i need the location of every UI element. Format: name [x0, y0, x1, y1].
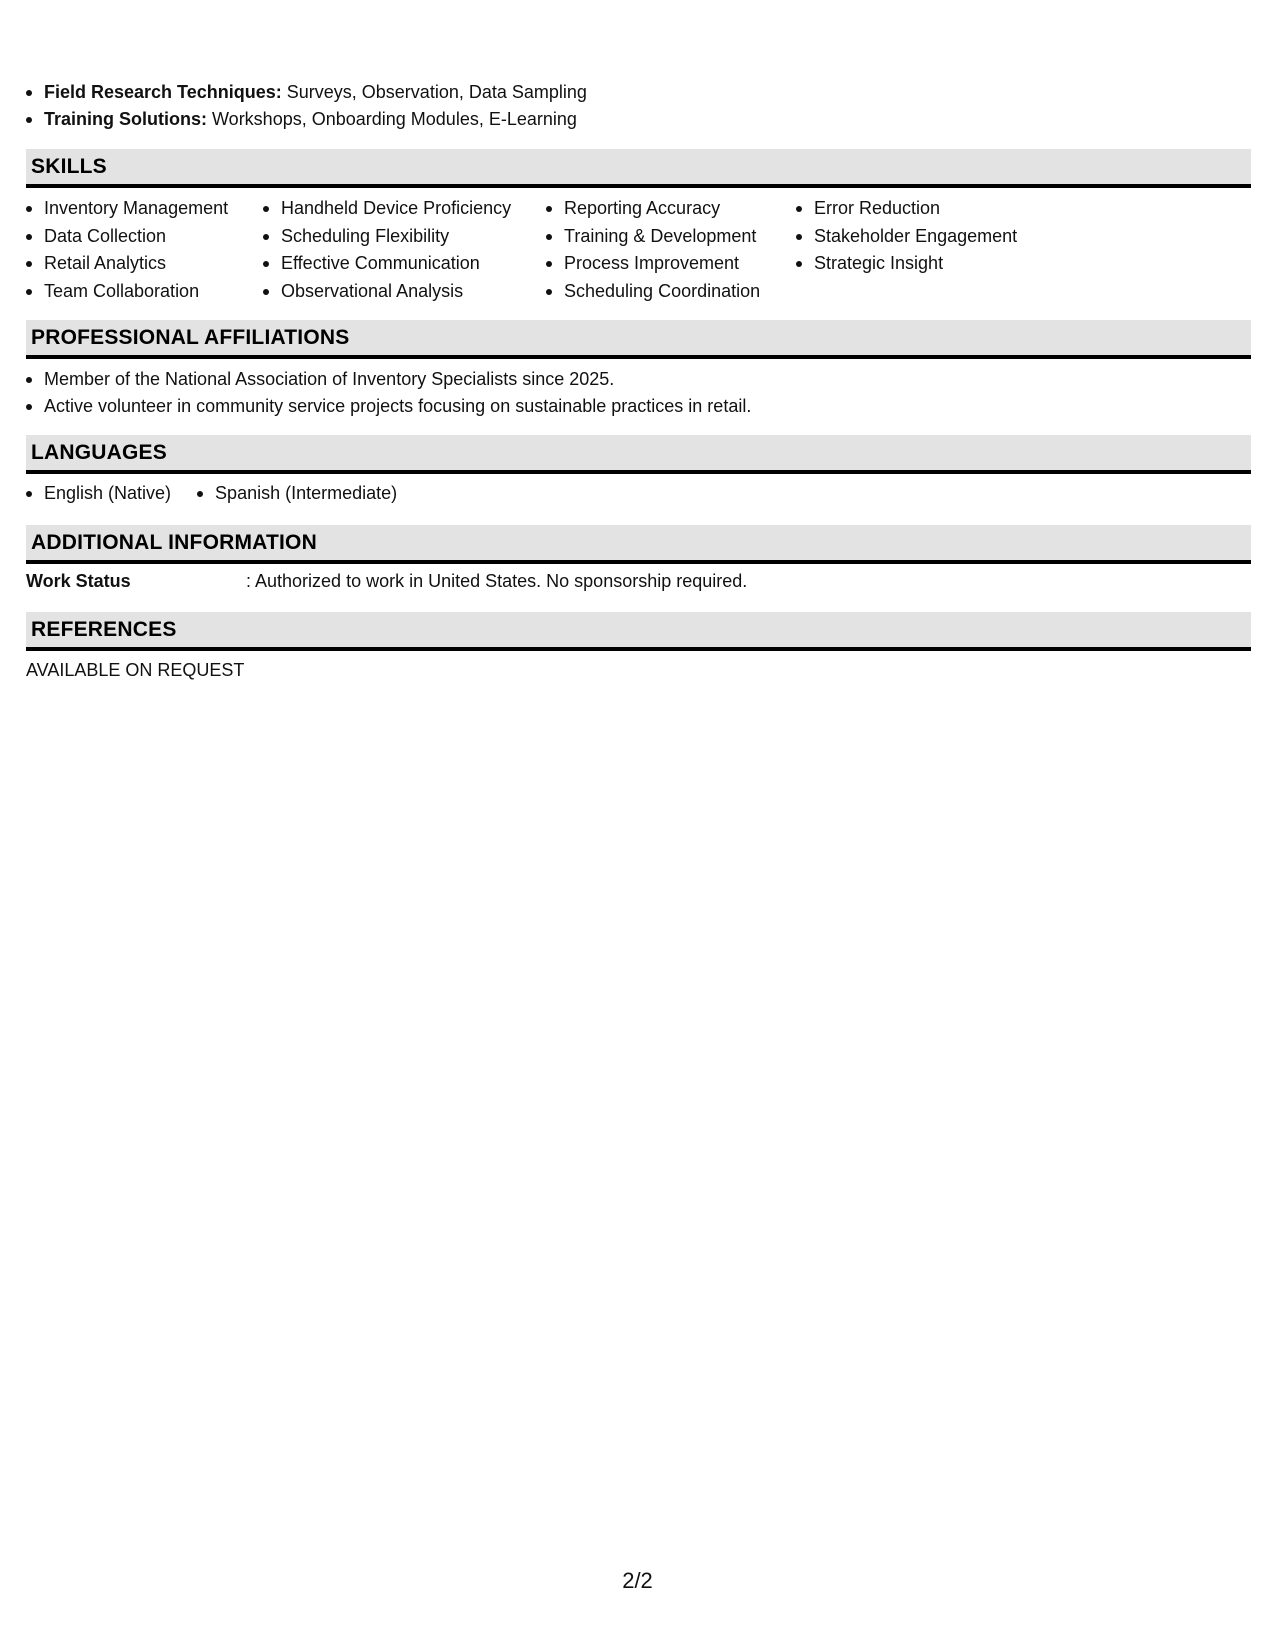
skill-item: Strategic Insight	[796, 250, 1017, 278]
skill-item: Observational Analysis	[263, 278, 511, 306]
section-title: SKILLS	[31, 155, 107, 178]
competency-list	[26, 79, 587, 133]
skills-column	[26, 195, 228, 305]
skill-item: Reporting Accuracy	[546, 195, 760, 223]
language-item: English (Native)	[26, 480, 171, 507]
skill-item: Scheduling Coordination	[546, 278, 760, 306]
list-item	[26, 79, 587, 106]
section-title: REFERENCES	[31, 618, 177, 641]
references-heading	[26, 612, 1251, 651]
item-text: Surveys, Observation, Data Sampling	[286, 82, 587, 102]
affiliations-heading	[26, 320, 1251, 359]
skill-item: Process Improvement	[546, 250, 760, 278]
skills-column	[796, 195, 1017, 278]
work-status-label: Work Status	[26, 571, 131, 591]
skill-item: Team Collaboration	[26, 278, 228, 306]
skill-item: Inventory Management	[26, 195, 228, 223]
languages-heading	[26, 435, 1251, 474]
work-status-value: : Authorized to work in United States. No sponsorship required.	[246, 571, 748, 591]
language-item: Spanish (Intermediate)	[197, 480, 397, 507]
skill-item: Effective Communication	[263, 250, 511, 278]
additional-info-heading	[26, 525, 1251, 564]
skills-column	[546, 195, 760, 305]
skill-item: Training & Development	[546, 223, 760, 251]
skill-item: Retail Analytics	[26, 250, 228, 278]
section-title: ADDITIONAL INFORMATION	[31, 531, 317, 554]
skill-item: Stakeholder Engagement	[796, 223, 1017, 251]
skill-item: Scheduling Flexibility	[263, 223, 511, 251]
skills-heading	[26, 149, 1251, 188]
references-text: AVAILABLE ON REQUEST	[26, 660, 245, 680]
item-text: Workshops, Onboarding Modules, E-Learning	[212, 109, 577, 129]
languages-list	[26, 480, 397, 507]
section-title: PROFESSIONAL AFFILIATIONS	[31, 326, 350, 349]
page-number: 2/2	[622, 1568, 653, 1593]
list-item	[26, 106, 587, 133]
item-label: Training Solutions:	[44, 109, 207, 129]
skill-item: Error Reduction	[796, 195, 1017, 223]
skills-column	[263, 195, 511, 305]
skill-item: Data Collection	[26, 223, 228, 251]
list-item: Member of the National Association of Inventory Specialists since 2025.	[26, 366, 751, 393]
list-item: Active volunteer in community service projects focusing on sustainable practices in retail.	[26, 393, 751, 420]
item-label: Field Research Techniques:	[44, 82, 282, 102]
section-title: LANGUAGES	[31, 441, 167, 464]
skill-item: Handheld Device Proficiency	[263, 195, 511, 223]
affiliations-list	[26, 366, 751, 420]
